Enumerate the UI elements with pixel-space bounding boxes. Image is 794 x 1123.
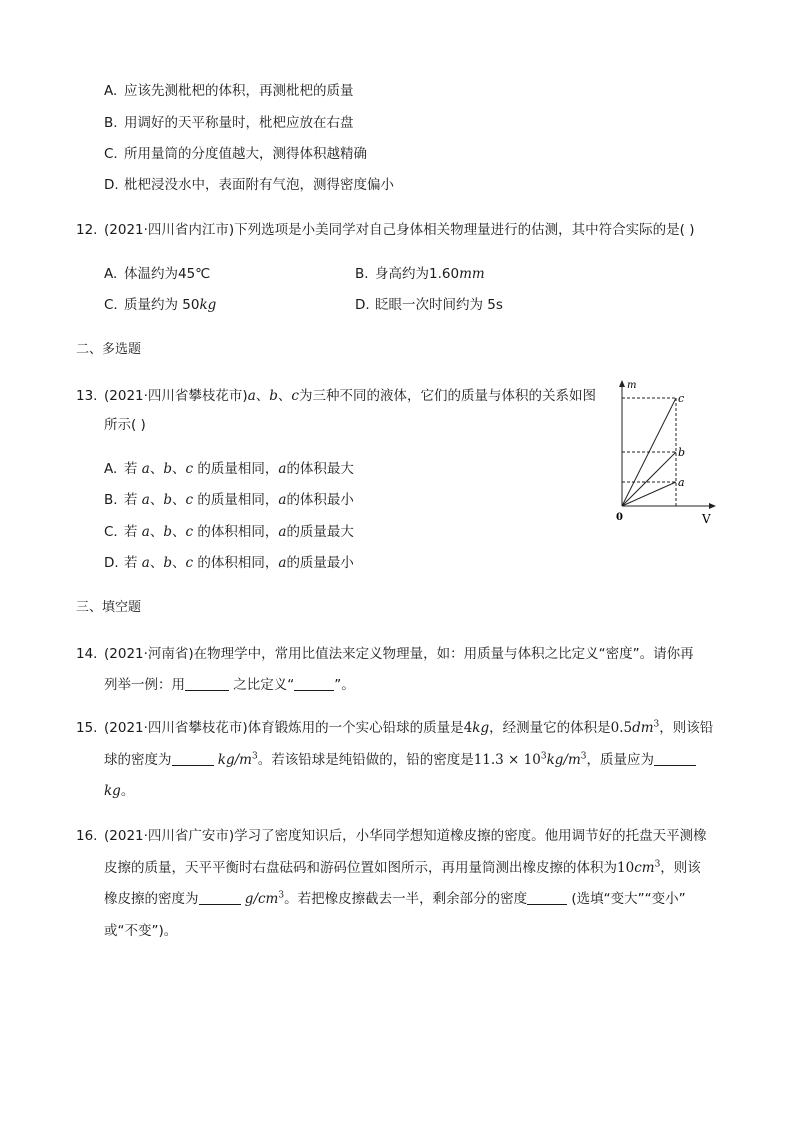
q16-number: 16. bbox=[76, 828, 98, 844]
q15-line2: 球的密度为 $kg/m^3$。若该铅球是纯铅做的，铅的密度是$11.3 \times 10^3kg/m^3$，质量应为 bbox=[104, 750, 696, 770]
q13-stem-line2: 所示( ) bbox=[104, 417, 146, 433]
q11-option-b: B. 用调好的天平称量时，枇杷应放在右盘 bbox=[104, 115, 354, 131]
q13-option-b: B. 若 a、b、c 的质量相同，a的体积最小 bbox=[104, 492, 354, 508]
q13-option-d: D. 若 a、b、c 的体积相同，a的质量最小 bbox=[104, 555, 354, 571]
q14-line1: (2021·河南省)在物理学中，常用比值法来定义物理量，如：用质量与体积之比定义“密度”。请你再 bbox=[104, 646, 694, 662]
line-b bbox=[622, 452, 676, 506]
q14-line2: 列举一例：用 之比定义“ ”。 bbox=[104, 677, 355, 693]
label-c: c bbox=[678, 392, 685, 405]
q16-blank-2[interactable] bbox=[527, 890, 567, 905]
q13-number: 13. bbox=[76, 388, 98, 404]
q15-blank-1[interactable] bbox=[172, 751, 214, 766]
label-a: a bbox=[678, 476, 685, 489]
q11-option-a: A. 应该先测枇杷的体积，再测枇杷的质量 bbox=[104, 83, 354, 99]
q13-option-a: A. 若 a、b、c 的质量相同，a的体积最大 bbox=[104, 461, 354, 477]
q16-line3: 橡皮擦的密度为 $g/cm^3$。若把橡皮擦截去一半，剩余部分的密度 (选填“变大”“变小” bbox=[104, 890, 686, 907]
q14-blank-1[interactable] bbox=[185, 676, 229, 691]
origin-label: 0 bbox=[616, 512, 623, 523]
q13-stem: (2021·四川省攀枝花市)a、b、c为三种不同的液体，它们的质量与体积的关系如图 bbox=[104, 388, 596, 404]
q12-option-d: D. 眨眼一次时间约为 5s bbox=[355, 297, 503, 313]
q15-blank-2[interactable] bbox=[654, 751, 696, 766]
section-title-fill-blank: 三、填空题 bbox=[76, 600, 142, 615]
q14-number: 14. bbox=[76, 646, 98, 662]
q16-blank-1[interactable] bbox=[199, 890, 241, 905]
q12-option-b: B. 身高约为1.60mm bbox=[355, 266, 485, 282]
q16-line2: 皮擦的质量，天平平衡时右盘砝码和游码位置如图所示，再用量筒测出橡皮擦的体积为$10cm^3$，则该 bbox=[104, 859, 701, 876]
label-b: b bbox=[678, 446, 686, 459]
x-axis-arrow bbox=[709, 503, 716, 509]
q15-number: 15. bbox=[76, 720, 98, 736]
section-title-multi-choice: 二、多选题 bbox=[76, 342, 142, 357]
q15-line1: (2021·四川省攀枝花市)体育锻炼用的一个实心铅球的质量是4kg，经测量它的体积是$0.5dm^3$，则该铅 bbox=[104, 719, 714, 736]
x-axis-label: V bbox=[702, 512, 711, 526]
q12-number: 12. bbox=[76, 222, 98, 238]
q13-option-c: C. 若 a、b、c 的体积相同，a的质量最大 bbox=[104, 524, 354, 540]
q15-line3: kg。 bbox=[104, 783, 135, 799]
mass-volume-graph bbox=[604, 378, 722, 526]
q11-option-c: C. 所用量筒的分度值越大，测得体积越精确 bbox=[104, 146, 367, 162]
q12-option-c: C. 质量约为 50kg bbox=[104, 297, 217, 313]
line-a bbox=[622, 482, 676, 506]
q12-option-a: A. 体温约为45℃ bbox=[104, 266, 211, 282]
y-axis-arrow bbox=[619, 380, 625, 387]
q16-line4: 或“不变”)。 bbox=[104, 923, 178, 939]
y-axis-label: m bbox=[627, 380, 637, 391]
q12-stem: (2021·四川省内江市)下列选项是小美同学对自己身体相关物理量进行的估测，其中符合实际的是( ) bbox=[104, 222, 695, 238]
q16-line1: (2021·四川省广安市)学习了密度知识后，小华同学想知道橡皮擦的密度。他用调节好的托盘天平测橡 bbox=[104, 828, 707, 844]
q14-blank-2[interactable] bbox=[294, 676, 334, 691]
q11-option-d: D. 枇杷浸没水中，表面附有气泡，测得密度偏小 bbox=[104, 177, 394, 193]
